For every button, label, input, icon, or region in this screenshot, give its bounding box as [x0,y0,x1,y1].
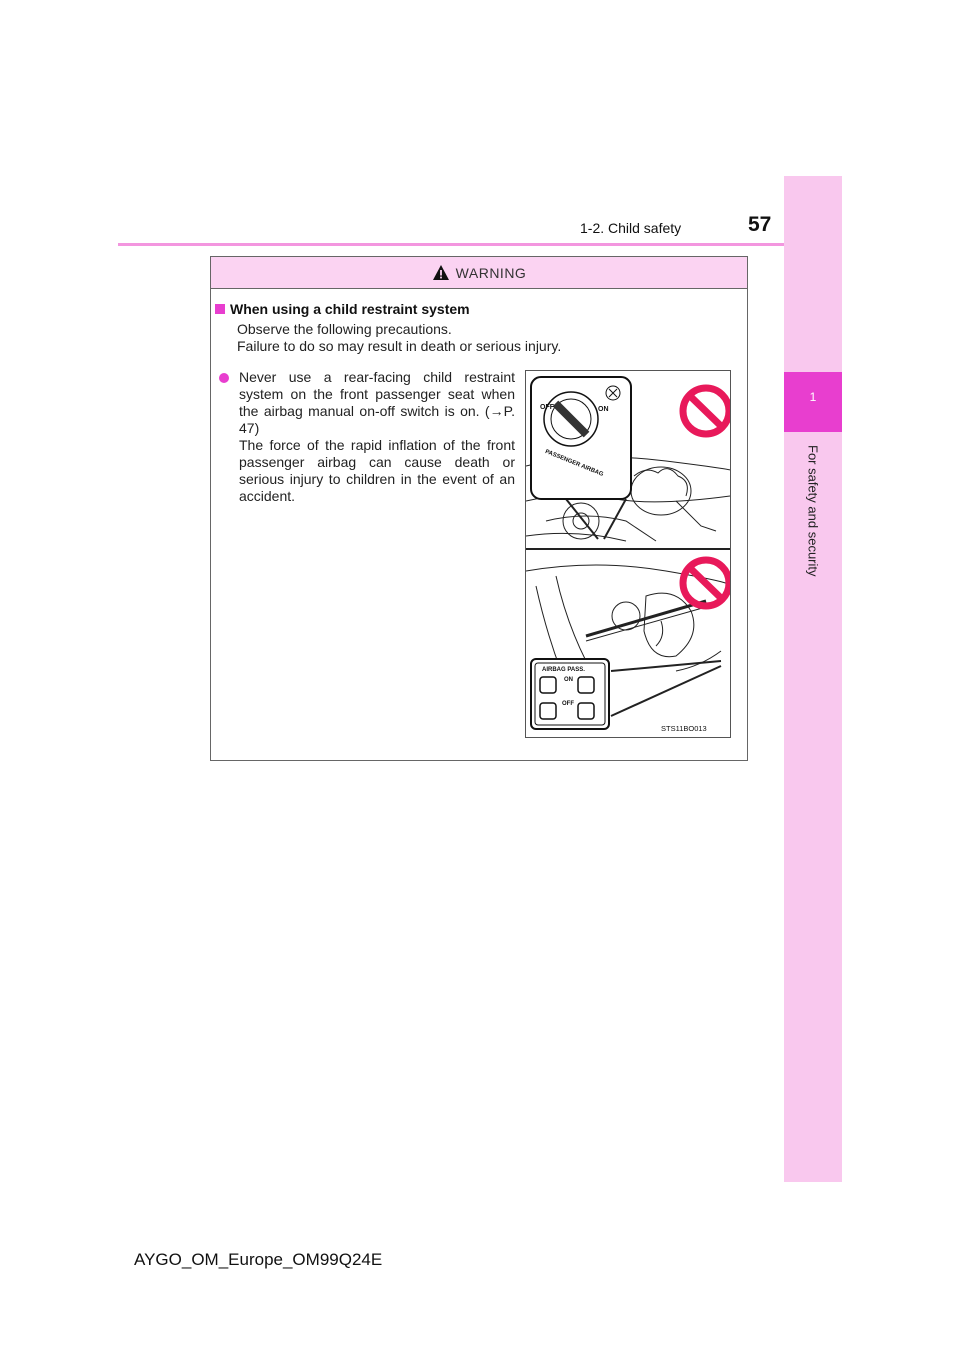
airbag-illustration-drawing [526,371,730,737]
item-line: Never use a rear-facing child restraint system on the front passenger seat when the airbag manual on-off switch is on. ( [239,369,515,419]
square-bullet-icon [215,304,225,314]
prohibition-icon [683,388,729,434]
chapter-side-tab [784,176,842,1182]
prohibition-icon [683,560,729,606]
round-bullet-icon [219,373,229,383]
list-item [219,369,515,505]
intro-line: Failure to do so may result in death or serious injury. [237,338,562,354]
warning-box [210,256,748,761]
page-reference: P. 47) [239,403,515,436]
chapter-number: 1 [809,390,817,404]
switch-on-label: ON [598,406,609,413]
warning-header [211,257,747,289]
arrow-icon: → [489,403,504,419]
airbag-illustration [525,370,731,738]
chapter-title: For safety and security [805,445,821,577]
switch-off-label: OFF [540,404,554,411]
page-number: 57 [748,213,772,236]
section-heading: 1-2. Child safety [580,220,682,236]
header-divider [118,243,842,246]
panel-title: AIRBAG PASS. [542,667,585,673]
panel-off-label: OFF [562,701,574,707]
intro-text [237,321,561,355]
item-text [239,369,515,505]
section-title [215,301,470,317]
document-code: AYGO_OM_Europe_OM99Q24E [134,1250,383,1269]
switch-caption: PASSENGER AIRBAG [544,449,605,478]
intro-line: Observe the following precautions. [237,321,452,337]
warning-title: WARNING [455,264,527,281]
panel-on-label: ON [564,677,573,683]
figure-code: STS11BO013 [661,724,707,733]
item-line: The force of the rapid inflation of the front passenger airbag can cause death or serious injury to children in the event of an accident. [239,437,515,504]
warning-triangle-icon [432,264,450,281]
section-title-text: When using a child restraint system [230,301,470,317]
